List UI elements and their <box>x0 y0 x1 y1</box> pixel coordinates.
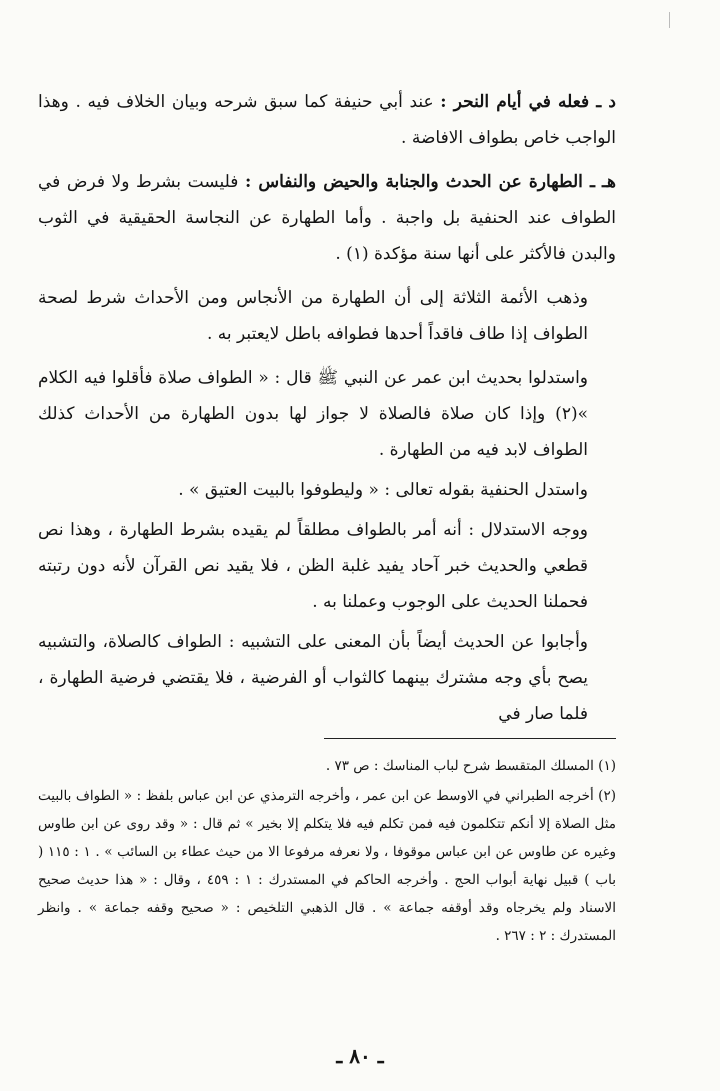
paragraph-2-heading: هـ ـ الطهارة عن الحدث والجنابة والحيض والنفاس : <box>244 172 616 192</box>
paragraph-5: واستدل الحنفية بقوله تعالى : « وليطوفوا بالبيت العتيق » . <box>178 480 588 500</box>
page-number: ـ ٨٠ ـ <box>336 1044 384 1068</box>
footnote-1: (١) المسلك المتقسط شرح لباب المناسك : ص ٧٣ . <box>325 758 616 774</box>
paragraph-6: ووجه الاستدلال : أنه أمر بالطواف مطلقاً لم يقيده بشرط الطهارة ، وهذا نص قطعي والحديث خبر آحاد يفيد غلبة الظن ، فلا يقيد نص القرآن لأنه دون رتبته فحملنا الحديث على الوجوب وعملنا به . <box>38 520 588 612</box>
paragraph-1-heading: د ـ فعله في أيام النحر : <box>440 92 617 112</box>
paragraph-2-body: فليست بشرط ولا فرض في الطواف عند الحنفية بل واجبة . وأما الطهارة عن النجاسة الحقيقية في الثوب والبدن فالأكثر على أنها سنة مؤكدة (١) . <box>38 172 616 264</box>
paragraph-4: واستدلوا بحديث ابن عمر عن النبي ﷺ قال : « الطواف صلاة فأقلوا فيه الكلام »(٢) وإذا كان صلاة فالصلاة لا جواز لها بدون الطهارة من الأحداث كذلك الطواف لابد فيه من الطهارة . <box>38 368 588 460</box>
paragraph-3: وذهب الأئمة الثلاثة إلى أن الطهارة من الأنجاس ومن الأحداث شرط لصحة الطواف إذا طاف فاقداً أحدها فطوافه باطل لايعتبر به . <box>38 288 588 344</box>
footnotes <box>38 752 616 950</box>
paragraph-2 <box>38 164 616 272</box>
footnote-2: (٢) أخرجه الطبراني في الاوسط عن ابن عمر ، وأخرجه الترمذي عن ابن عباس بلفظ : « الطواف بالبيت مثل الصلاة إلا أنكم تتكلمون فيه فمن تكلم فيه فلا يتكلم إلا بخير » ثم قال : « وقد روى عن ابن طاوس وغيره عن طاوس عن ابن عباس موقوفا ، ولا نعرفه مرفوعا الا من حيث عطاء بن السائب » . ١ : ١١٥ ( باب ) قبيل نهاية أبواب الحج . وأخرجه الحاكم في المستدرك : ١ : ٤٥٩ ، وقال : « هذا حديث صحيح الاسناد ولم يخرجاه وقد أوقفه جماعة » . قال الذهبي التلخيص : « صحيح وقفه جماعة » . وانظر المستدرك : ٢ : ٢٦٧ . <box>38 788 616 944</box>
paragraph-1-body: عند أبي حنيفة كما سبق شرحه وبيان الخلاف فيه . وهذا الواجب خاص بطواف الافاضة . <box>38 92 616 148</box>
margin-mark <box>669 12 670 28</box>
main-text <box>38 84 616 732</box>
paragraph-1 <box>38 84 616 156</box>
paragraph-7: وأجابوا عن الحديث أيضاً بأن المعنى على التشبيه : الطواف كالصلاة، والتشبيه يصح بأي وجه مشترك بينهما كالثواب أو الفرضية ، فلا يقتضي فرضية الطهارة ، فلما صار في <box>38 632 588 724</box>
footnote-divider <box>324 738 616 739</box>
